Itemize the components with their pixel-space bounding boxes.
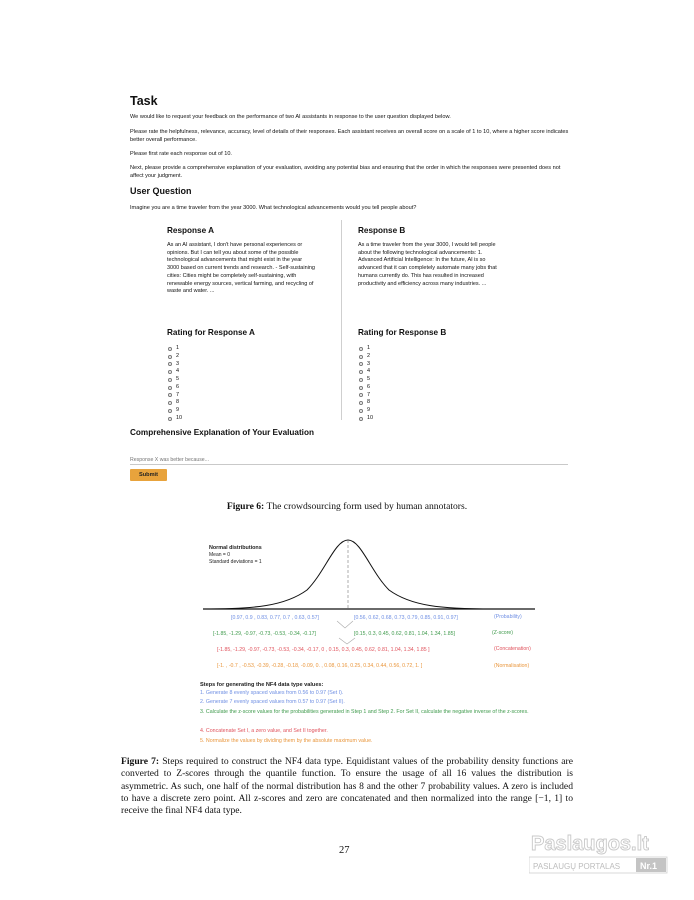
watermark-rank: Nr.1 [640,861,658,871]
response-a-text: As an AI assistant, I don't have personal experiences or opinions. But I can tell you about some of the possible technological advancements that might exist in the year 3000 based on current trends and research. - Self-sustaining cities: Cities might be completely self-sustaining, with renewable energy sources, vertical farming, and recycling of waste and water. ... [167,242,315,295]
rating-a-option[interactable]: 5 [168,376,182,384]
watermark-brand: Paslaugos.lt [531,833,649,855]
rating-a-options [168,345,182,423]
rating-b-option[interactable]: 1 [359,345,373,353]
nf4-figure [195,532,545,677]
rating-b-option[interactable]: 8 [359,399,373,407]
rating-b-option[interactable]: 4 [359,368,373,376]
step-2: 2. Generate 7 evenly spaced values from 0.57 to 0.97 (Set II). [200,699,345,705]
watermark-tagline: PASLAUGŲ PORTALAS [533,862,621,871]
concat-values: [-1.85, -1.29, -0.97, -0.73, -0.53, -0.34, -0.17, 0 , 0.15, 0.3, 0.45, 0.62, 0.81, 1.04, 1.34, 1.85 ] [217,647,430,653]
submit-button[interactable]: Submit [130,469,167,481]
radio-icon[interactable] [168,409,172,413]
rating-a-option[interactable]: 10 [168,415,182,423]
radio-icon[interactable] [168,401,172,405]
chart-title: Normal distributions [209,545,262,551]
column-divider [341,220,342,420]
instruction-1: We would like to request your feedback on the performance of two AI assistants in response to the user question displayed below. [130,114,451,120]
radio-icon[interactable] [359,401,363,405]
explanation-heading: Comprehensive Explanation of Your Evaluation [130,428,314,437]
instruction-2: Please rate the helpfulness, relevance, accuracy, level of details of their responses. Each assistant receives an overall score on a scale of 1 to 10, where a higher score indicates better overall performance. [130,129,569,143]
z-tag: (Z-score) [492,630,514,636]
radio-icon[interactable] [359,355,363,359]
radio-icon[interactable] [168,370,172,374]
figure-6-text: The crowdsourcing form used by human annotators. [264,501,468,512]
response-b-heading: Response B [358,226,406,235]
norm-values: [-1. , -0.7 , -0.53, -0.39, -0.28, -0.18, -0.09, 0. , 0.08, 0.16, 0.25, 0.34, 0.44, 0.56, 0.72, 1. ] [217,663,423,669]
rating-b-option[interactable]: 10 [359,415,373,423]
z-left-values: [-1.85, -1.29, -0.97, -0.73, -0.53, -0.34, -0.17] [213,631,316,637]
task-heading: Task [130,94,158,108]
connector-z-to-concat [339,638,355,644]
rating-a-heading: Rating for Response A [167,328,255,337]
radio-icon[interactable] [168,378,172,382]
instruction-3: Please first rate each response out of 10. [130,151,232,157]
response-b-text: As a time traveler from the year 3000, I would tell people about the following technological advancements: 1. Advanced Artificial Intelligence: In the future, AI is so advanced that it can completely automate many jobs that humans currently do. This has resulted in increased productivity and efficiency across many industries. ... [358,242,497,287]
prob-tag: (Probability) [494,614,522,620]
radio-icon[interactable] [359,378,363,382]
connector-prob-to-z [337,621,353,628]
user-question: Imagine you are a time traveler from the year 3000. What technological advancements would you tell people about? [130,205,417,211]
rating-b-option[interactable]: 5 [359,376,373,384]
figure-7-text: Steps required to construct the NF4 data type. Equidistant values of the probability density functions are converted to Z-scores through the quantile function. To ensure the usage of all 16 values the distribution is asymmetric. As such, one half of the normal distribution has 8 and the other 7 probability values. A zero is included to have a discrete zero point. All z-scores and zero are concatenated and then normalized into the range [−1, 1] to receive the final NF4 data type. [121,756,573,817]
radio-icon[interactable] [359,362,363,366]
explanation-input[interactable] [130,455,568,465]
rating-a-option[interactable]: 4 [168,368,182,376]
step-1: 1. Generate 8 evenly spaced values from 0.56 to 0.97 (Set I). [200,690,344,696]
rating-b-option[interactable]: 3 [359,361,373,369]
rating-b-option[interactable]: 6 [359,384,373,392]
radio-icon[interactable] [168,386,172,390]
watermark-graphic [529,828,669,878]
rating-b-option[interactable]: 7 [359,392,373,400]
rating-b-option[interactable]: 9 [359,407,373,415]
rating-a-option[interactable]: 1 [168,345,182,353]
rating-a-option[interactable]: 2 [168,353,182,361]
prob-left-values: [0.97, 0.9 , 0.83, 0.77, 0.7 , 0.63, 0.57] [231,615,319,621]
rating-a-option[interactable]: 9 [168,407,182,415]
radio-icon[interactable] [359,386,363,390]
radio-icon[interactable] [359,409,363,413]
prob-right-values: [0.56, 0.62, 0.68, 0.73, 0.79, 0.85, 0.91, 0.97] [354,615,458,621]
radio-icon[interactable] [168,393,172,397]
mean-label: Mean = 0 [209,552,230,558]
figure-7-caption [121,756,573,817]
step-5: 5. Normalize the values by dividing them by the absolute maximum value. [200,738,373,744]
user-question-heading: User Question [130,186,192,196]
steps-title: Steps for generating the NF4 data type values: [200,682,324,688]
rating-b-options [359,345,373,423]
z-right-values: [0.15, 0.3, 0.45, 0.62, 0.81, 1.04, 1.34, 1.85] [354,631,455,637]
radio-icon[interactable] [359,347,363,351]
figure-7-label: Figure 7: [121,756,160,767]
rating-b-heading: Rating for Response B [358,328,447,337]
rating-a-option[interactable]: 7 [168,392,182,400]
radio-icon[interactable] [168,347,172,351]
radio-icon[interactable] [359,417,363,421]
step-3: 3. Calculate the z-score values for the probabilities generated in Step 1 and Step 2. For Set II, calculate the negative inverse of the z-scores. [200,709,529,715]
rating-a-option[interactable]: 3 [168,361,182,369]
radio-icon[interactable] [168,417,172,421]
figure-6-label: Figure 6: [226,501,265,512]
norm-tag: (Normalisation) [494,663,530,669]
radio-icon[interactable] [168,355,172,359]
radio-icon[interactable] [168,362,172,366]
rating-a-option[interactable]: 8 [168,399,182,407]
instruction-4: Next, please provide a comprehensive explanation of your evaluation, avoiding any potential bias and ensuring that the order in which the responses were presented does not affect your judgment. [130,165,561,179]
watermark-logo [529,828,669,878]
rating-a-option[interactable]: 6 [168,384,182,392]
concat-tag: (Concatenation) [494,646,531,652]
radio-icon[interactable] [359,370,363,374]
sd-label: Standard deviations = 1 [209,559,262,565]
radio-icon[interactable] [359,393,363,397]
page-number: 27 [339,845,350,856]
response-a-heading: Response A [167,226,215,235]
figure-6-caption [0,501,694,513]
rating-b-option[interactable]: 2 [359,353,373,361]
step-4: 4. Concatenate Set I, a zero value, and Set II together. [200,728,328,734]
